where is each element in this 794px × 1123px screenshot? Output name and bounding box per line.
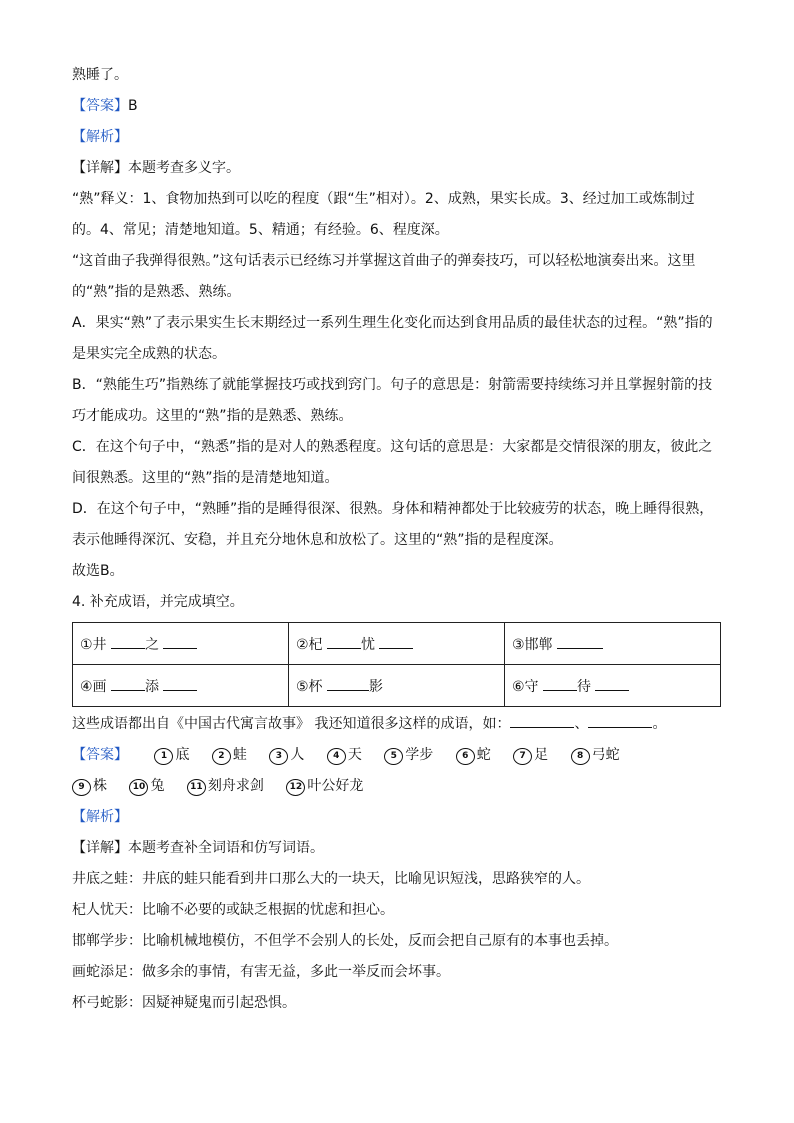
cell-prefix: ④画 bbox=[80, 678, 107, 695]
detail-line bbox=[72, 833, 722, 864]
option-b-analysis: B．“熟能生巧”指熟练了就能掌握技巧或找到窍门。句子的意思是：射箭需要持续练习并且掌握射箭的技巧才能成功。这里的“熟”指的是熟悉、熟练。 bbox=[72, 377, 713, 424]
idiom-explanation: 杯弓蛇影：因疑神疑鬼而引起恐惧。 bbox=[72, 995, 296, 1011]
answer-item bbox=[72, 771, 107, 802]
cell-middle: 添 bbox=[145, 678, 160, 695]
cell-middle: 之 bbox=[145, 636, 160, 653]
cell-prefix: ⑥守 bbox=[512, 678, 539, 695]
question-4-title: 4. 补充成语，并完成填空。 bbox=[72, 594, 244, 610]
blank bbox=[510, 713, 574, 728]
table-cell bbox=[505, 623, 721, 665]
followup-text: 这些成语都出自《中国古代寓言故事》 我还知道很多这样的成语，如： bbox=[72, 716, 511, 732]
answer-item bbox=[456, 740, 491, 771]
cell-prefix: ②杞 bbox=[296, 636, 323, 653]
answer-text: 蛇 bbox=[476, 747, 491, 763]
answer-text: 弓蛇 bbox=[591, 747, 620, 763]
table-row bbox=[73, 665, 721, 707]
cell-middle: 忧 bbox=[361, 636, 376, 653]
blank bbox=[163, 676, 197, 691]
analysis-heading bbox=[72, 802, 722, 833]
idiom-explanation: 邯郸学步：比喻机械地模仿，不但学不会别人的长处，反而会把自己原有的本事也丢掉。 bbox=[72, 933, 618, 949]
analysis-heading bbox=[72, 122, 722, 153]
conclusion: 故选B。 bbox=[72, 563, 124, 579]
circled-number: 11 bbox=[187, 779, 206, 796]
table-cell bbox=[505, 665, 721, 707]
option-c-analysis: C．在这个句子中，“熟悉”指的是对人的熟悉程度。这句话的意思是：大家都是交情很深的朋友，彼此之间很熟悉。这里的“熟”指的是清楚地知道。 bbox=[72, 439, 713, 486]
answer-item bbox=[154, 740, 189, 771]
cell-prefix: ③邯郸 bbox=[512, 636, 553, 653]
answer-item bbox=[571, 740, 620, 771]
separator: 、 bbox=[574, 716, 589, 732]
blank bbox=[379, 634, 413, 649]
blank bbox=[163, 634, 197, 649]
answer-text: 学步 bbox=[405, 747, 434, 763]
circled-number: 4 bbox=[327, 748, 346, 765]
explanation-paragraph: “这首曲子我弹得很熟。”这句话表示已经练习并掌握这首曲子的弹奏技巧，可以轻松地演奏出来。这里的“熟”指的是熟悉、熟练。 bbox=[72, 253, 696, 300]
cell-prefix: ⑤杯 bbox=[296, 678, 323, 695]
answer-text: 兔 bbox=[150, 778, 165, 794]
circled-number: 7 bbox=[513, 748, 532, 765]
detail-text: 本题考查多义字。 bbox=[128, 160, 240, 176]
answer-text: 叶公好龙 bbox=[307, 778, 364, 794]
answer-line bbox=[72, 91, 722, 122]
answer-item bbox=[212, 740, 247, 771]
answer-item bbox=[187, 771, 264, 802]
circled-number: 12 bbox=[286, 779, 305, 796]
table-row bbox=[73, 623, 721, 665]
blank bbox=[595, 676, 629, 691]
answer-text: 足 bbox=[534, 747, 549, 763]
blank bbox=[111, 676, 145, 691]
analysis-tag: 【解析】 bbox=[72, 809, 128, 825]
circled-number: 3 bbox=[269, 748, 288, 765]
blank bbox=[327, 676, 369, 691]
blank bbox=[327, 634, 361, 649]
option-d-analysis: D．在这个句子中，“熟睡”指的是睡得很深、很熟。身体和精神都处于比较疲劳的状态，晚上睡得很熟，表示他睡得深沉、安稳，并且充分地休息和放松了。这里的“熟”指的是程度深。 bbox=[72, 501, 714, 548]
answer-tag: 【答案】 bbox=[72, 747, 128, 763]
answer-text: 人 bbox=[290, 747, 305, 763]
idiom-explanation: 杞人忧天：比喻不必要的或缺乏根据的忧虑和担心。 bbox=[72, 902, 394, 918]
cell-prefix: ①井 bbox=[80, 636, 107, 653]
answer-value: B bbox=[128, 98, 138, 114]
answer-list-continued bbox=[72, 771, 722, 802]
circled-number: 1 bbox=[154, 748, 173, 765]
detail-text: 本题考查补全词语和仿写词语。 bbox=[128, 840, 324, 856]
idiom-explanation: 井底之蛙：井底的蛙只能看到井口那么大的一块天，比喻见识短浅，思路狭窄的人。 bbox=[72, 871, 590, 887]
table-cell bbox=[73, 623, 289, 665]
answer-text: 底 bbox=[175, 747, 190, 763]
option-a-analysis: A．果实“熟”了表示果实生长末期经过一系列生理生化变化而达到食用品质的最佳状态的过程。“熟”指的是果实完全成熟的状态。 bbox=[72, 315, 713, 362]
period: 。 bbox=[652, 716, 667, 732]
answer-item bbox=[513, 740, 548, 771]
answer-item bbox=[327, 740, 362, 771]
circled-number: 5 bbox=[384, 748, 403, 765]
answer-item bbox=[269, 740, 304, 771]
cell-middle: 待 bbox=[577, 678, 592, 695]
answer-tag: 【答案】 bbox=[72, 98, 128, 114]
analysis-tag: 【解析】 bbox=[72, 129, 128, 145]
blank bbox=[557, 634, 603, 649]
idiom-table bbox=[72, 622, 721, 707]
answer-list bbox=[72, 740, 722, 771]
table-cell bbox=[73, 665, 289, 707]
table-cell bbox=[289, 623, 505, 665]
blank bbox=[543, 676, 577, 691]
idiom-explanation: 画蛇添足：做多余的事情，有害无益，多此一举反而会坏事。 bbox=[72, 964, 450, 980]
answer-item bbox=[129, 771, 164, 802]
circled-number: 9 bbox=[72, 779, 91, 796]
circled-number: 2 bbox=[212, 748, 231, 765]
followup-line bbox=[72, 709, 722, 740]
detail-line bbox=[72, 153, 722, 184]
detail-tag: 【详解】 bbox=[72, 840, 128, 856]
blank bbox=[588, 713, 652, 728]
cell-middle: 影 bbox=[369, 678, 384, 695]
answer-text: 刻舟求剑 bbox=[207, 778, 264, 794]
circled-number: 6 bbox=[456, 748, 475, 765]
answer-item bbox=[286, 771, 363, 802]
blank bbox=[111, 634, 145, 649]
circled-number: 10 bbox=[129, 779, 148, 796]
answer-text: 株 bbox=[93, 778, 107, 794]
answer-text: 蛙 bbox=[232, 747, 247, 763]
detail-tag: 【详解】 bbox=[72, 160, 128, 176]
definition-paragraph: “熟”释义：1、食物加热到可以吃的程度（跟“生”相对）。2、成熟，果实长成。3、经过加工或炼制过的。4、常见；清楚地知道。5、精通；有经验。6、程度深。 bbox=[72, 191, 695, 238]
text-line: 熟睡了。 bbox=[72, 67, 128, 83]
table-cell bbox=[289, 665, 505, 707]
answer-item bbox=[384, 740, 433, 771]
answer-text: 天 bbox=[347, 747, 362, 763]
document-page bbox=[72, 60, 722, 1019]
circled-number: 8 bbox=[571, 748, 590, 765]
